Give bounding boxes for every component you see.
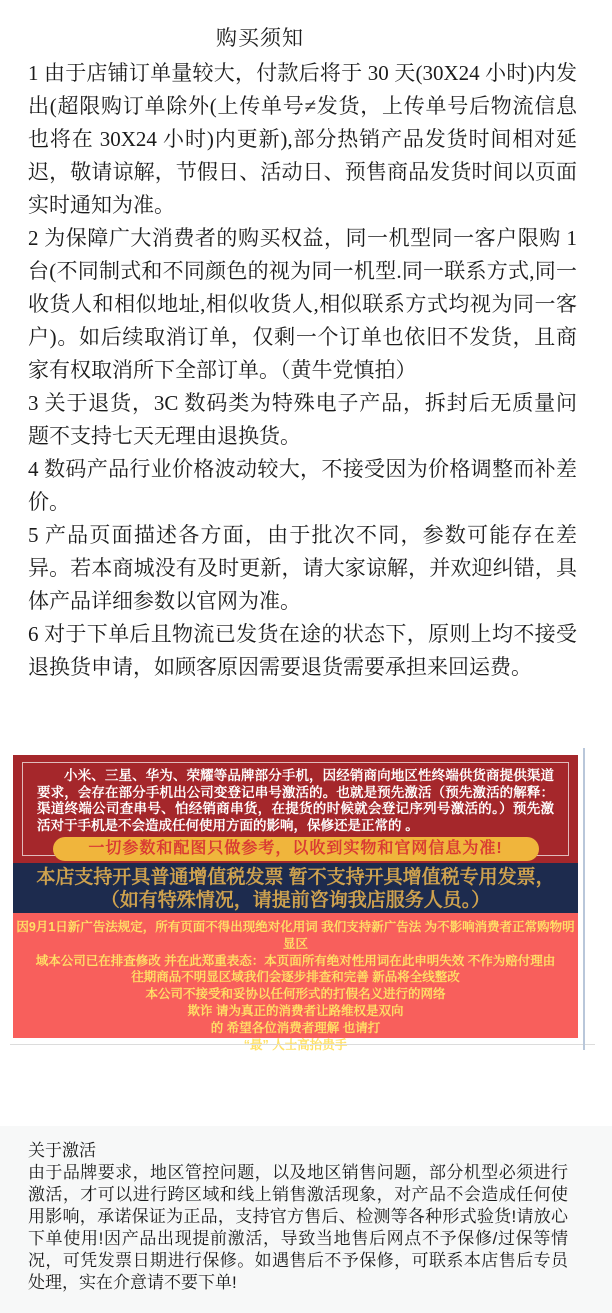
notice-paragraph-returns: 3 关于退货，3C 数码类为特殊电子产品，拆封后无质量问题不支持七天无理由退换货。 [28,391,577,448]
ad-law-line-2: 域本公司已在排查修改 并在此郑重表态：本页面所有绝对性用词在此申明失效 不作为赔付理由 [35,953,556,968]
divider-line [10,1044,595,1045]
notice-paragraph-specs: 5 产品页面描述各方面，由于批次不同，参数可能存在差异。若本商城没有及时更新，请大家谅解，并欢迎纠错，具体产品详细参数以官网为准。 [28,523,577,613]
ad-law-line-1: 因9月1日新广告法规定，所有页面不得出现绝对化用词 我们支持新广告法 为不影响消费者正常购物明显区 [16,920,575,951]
ad-law-line-7: “最” 人士高抬贵手 [243,1037,348,1052]
notice-paragraph-purchase-limit: 2 为保障广大消费者的购买权益，同一机型同一客户限购 1 台(不同制式和不同颜色的视为同一机型.同一联系方式,同一收货人和相似地址,相似收货人,相似联系方式均视为同一客户)。如后续取消订单，仅剩一个订单也依旧不发货，且商家有权取消所下全部订单。（黄牛党慎拍） [28,226,577,382]
ad-law-line-5: 欺诈 请为真正的消费者让路维权是双向 [187,1003,404,1018]
page-title: 购买须知 [216,26,304,50]
notice-body [28,57,577,684]
ad-law-line-4: 本公司不接受和妥协以任何形式的打假名义进行的网络 [145,987,446,1002]
invoice-banner-line-2: （如有特殊情况，请提前咨询我店服务人员。） [100,890,491,911]
notice-paragraph-price: 4 数码产品行业价格波动较大，不接受因为价格调整而补差价。 [28,457,577,514]
activation-title: 关于激活 [28,1141,96,1160]
ad-law-line-6: 的 希望各位消费者理解 也请打 [210,1020,381,1035]
brand-preactivation-text: 小米、三星、华为、荣耀等品牌部分手机，因经销商向地区性终端供货商提供渠道要求，会存在部分手机出公司变登记串号激活的。也就是预先激活（预先激活的解释：渠道终端公司查串号、怕经销商串货，在提货的时候就会登记序列号激活的。）预先激活对于手机是不会造成任何使用方面的影响，保修还是正常的 。 [37,768,554,833]
params-reference-pill: 一切参数和配图只做参考，以收到实物和官网信息为准! [53,837,539,861]
notice-paragraph-in-transit: 6 对于下单后且物流已发货在途的状态下，原则上均不接受退换货申请，如顾客原因需要退货需要承担来回运费。 [28,622,577,679]
brand-preactivation-banner [13,755,578,863]
invoice-banner [13,863,578,913]
brand-preactivation-border-box [22,762,569,856]
activation-body: 由于品牌要求，地区管控问题，以及地区销售问题，部分机型必须进行激活，才可以进行跨区域和线上销售激活现象，对产品不会造成任何使用影响，承诺保证为正品，支持官方售后、检测等各种形式验货!请放心下单使用!因产品出现提前激活，导致当地售后网点不予保修/过保等情况，可凭发票日期进行保修。如遇售后不予保修，可联系本店售后专员处理，实在介意请不要下单! [28,1163,568,1292]
invoice-banner-line-1: 本店支持开具普通增值税发票 暂不支持开具增值税专用发票， [36,867,555,888]
ad-law-line-3: 往期商品不明显区域我们会逐步排查和完善 新品将全线整改 [131,970,460,985]
ad-law-banner [13,913,578,1052]
activation-section [0,1126,612,1313]
right-scrollbar-line [583,748,585,1050]
notice-paragraph-shipping: 1 由于店铺订单量较大，付款后将于 30 天(30X24 小时)内发出(超限购订单除外(上传单号≠发货，上传单号后物流信息也将在 30X24 小时)内更新),部分热销产品发货时间相对延迟，敬请谅解，节假日、活动日、预售商品发货时间以页面实时通知为准。 [28,61,577,217]
